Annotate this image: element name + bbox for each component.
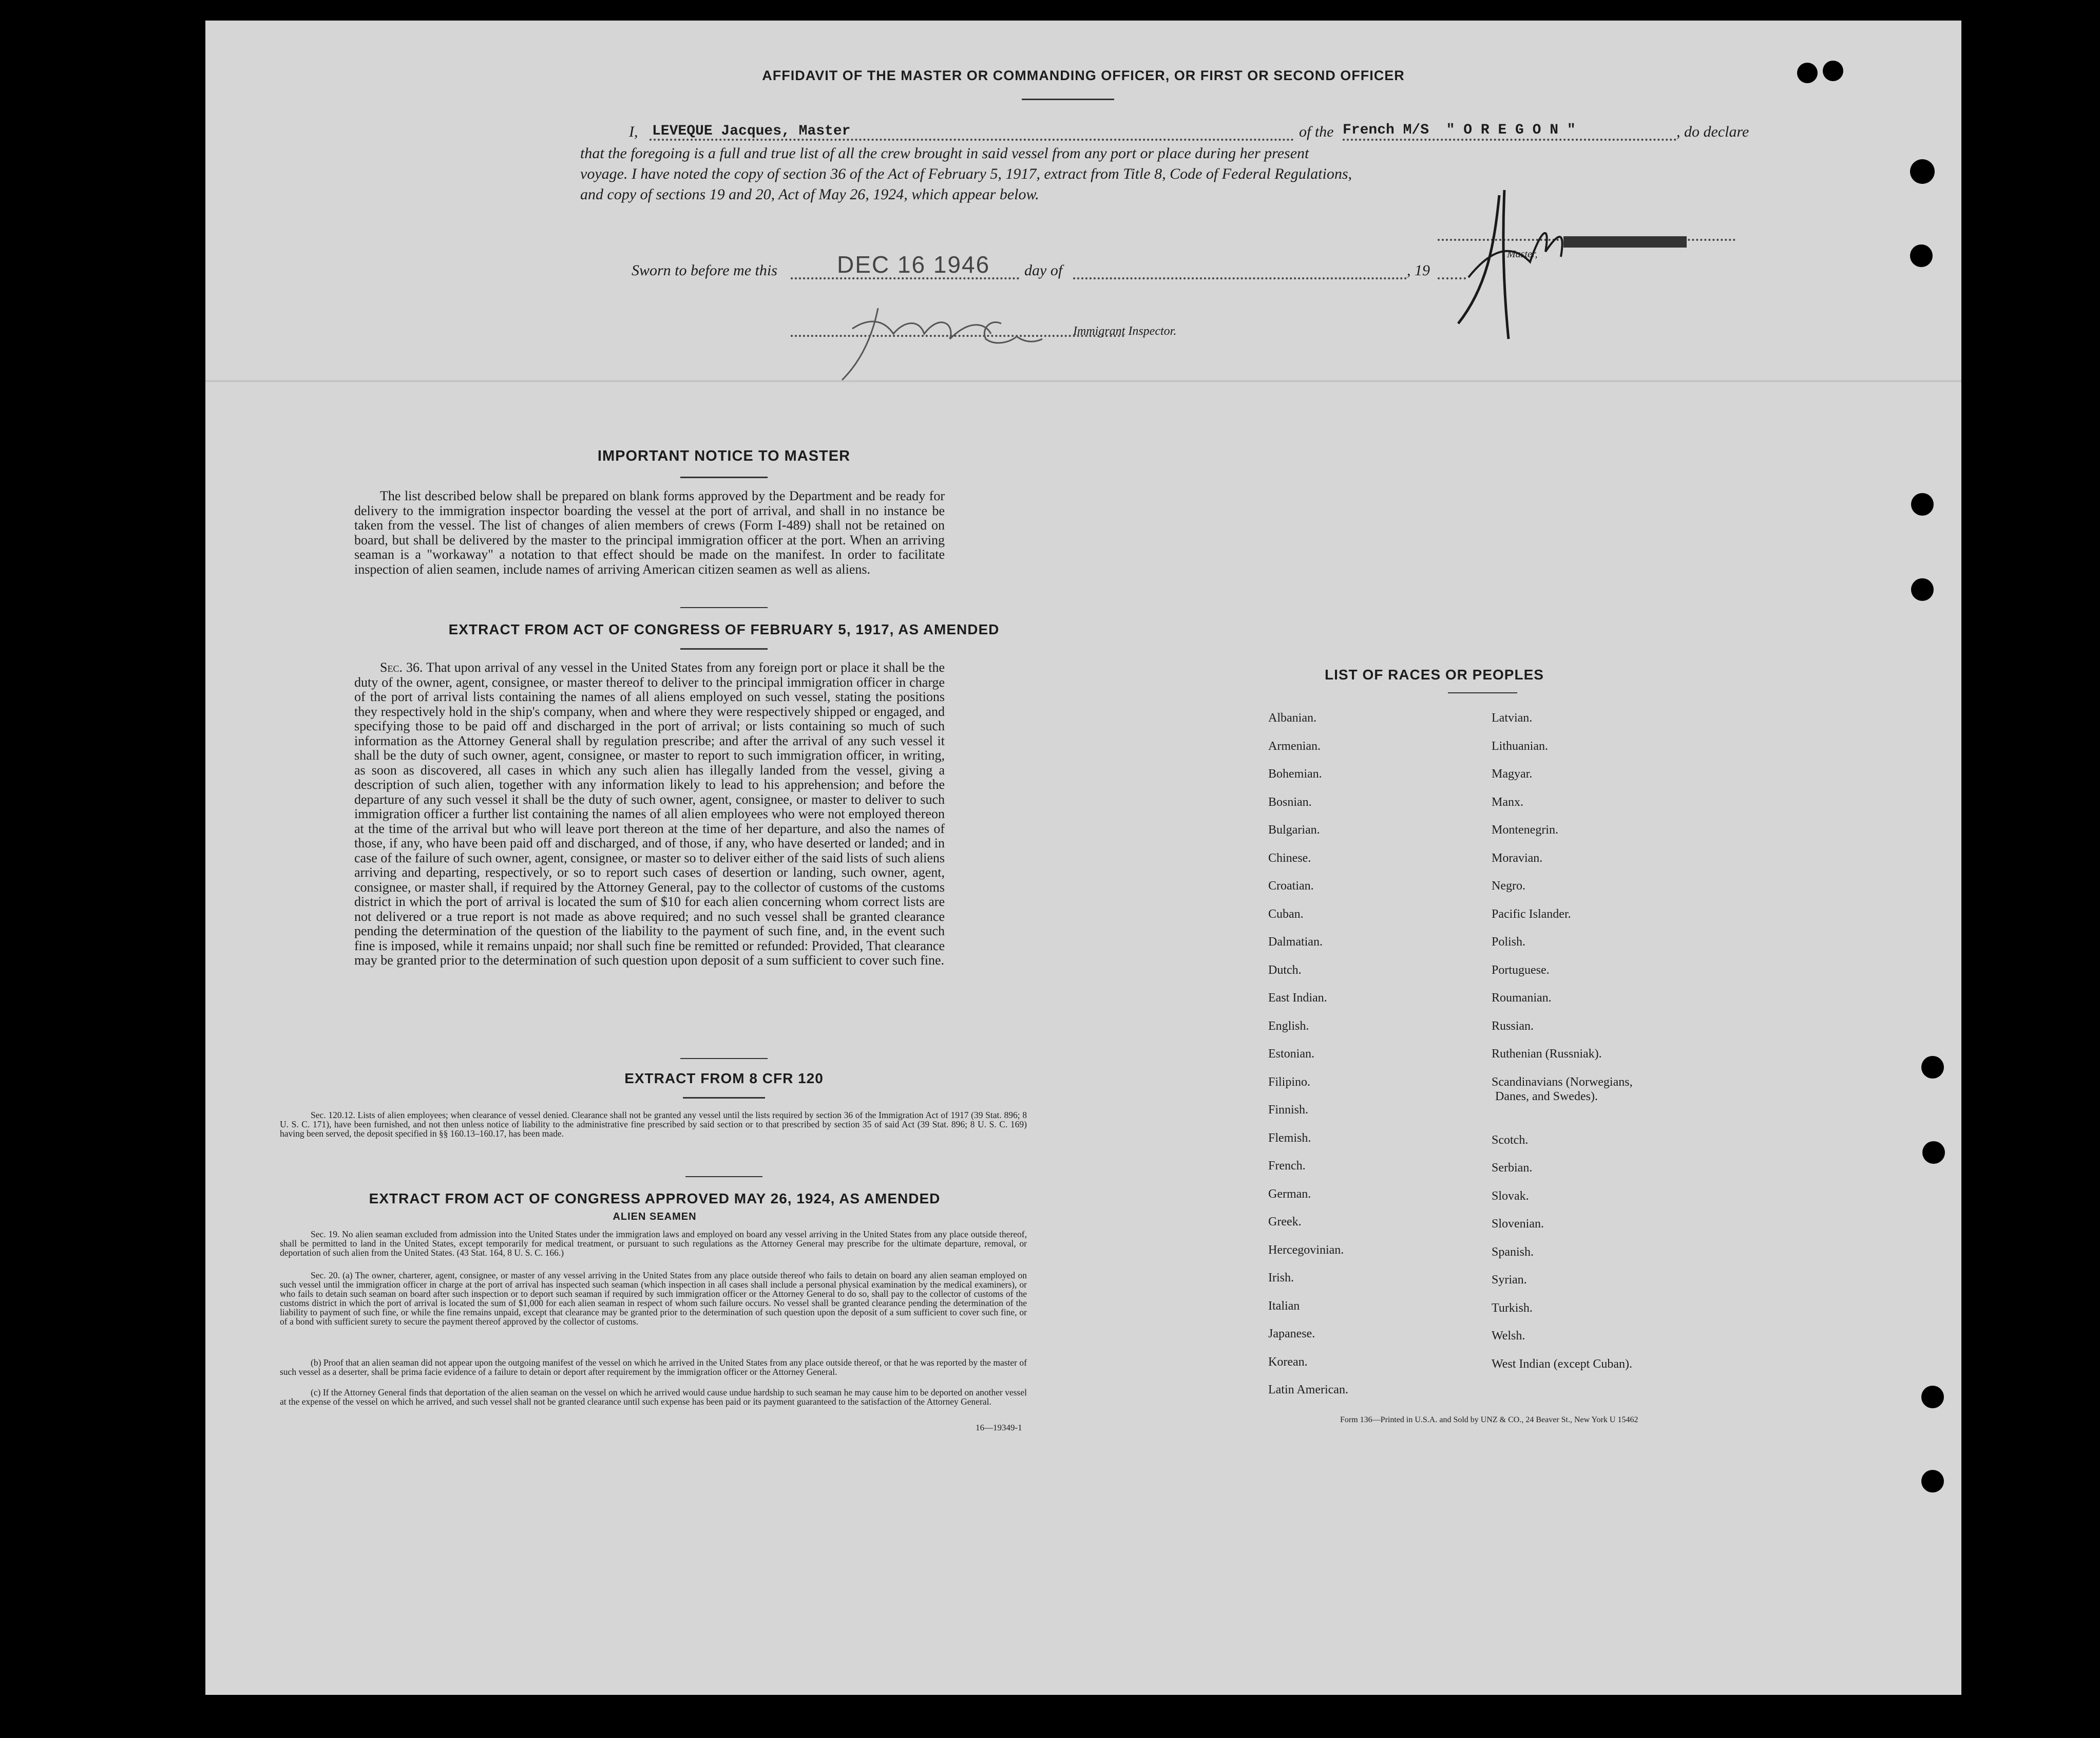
- race-item: Latin American.: [1268, 1383, 1348, 1396]
- race-item: Pacific Islander.: [1492, 907, 1571, 921]
- race-item: Bulgarian.: [1268, 823, 1320, 837]
- master-title: Master,: [1507, 249, 1538, 260]
- punch-hole: [1921, 1056, 1944, 1079]
- sec-20a-text: Sec. 20. (a) The owner, charterer, agent, consignee, or master of any vessel arriving in the United States from any place outside thereof who fails to detain on board any alien seaman employed on such vessel until the immigration officer in charge at the port of arrival has inspected such seaman (which inspection in all cases shall include a personal physical examination by the medical examiners), or who fails to detain such seaman on board after such inspection or to deport such seaman if required by such immigration officer or the Attorney General to do so, shall pay to the collector of customs of the customs district in which the port of arrival is located the sum of $1,000 for each alien seaman in respect of whom such failure occurs. No vessel shall be granted clearance pending the determination of the liability to payment of such fine, or while the fine remains unpaid, except that clearance may be granted prior to the determination of such question upon the deposit of a sum sufficient to cover such fine, or of a bond with sufficient surety to secure the payment thereof approved by the collector of customs.: [280, 1270, 1027, 1327]
- punch-hole: [1910, 159, 1935, 184]
- race-item: Bosnian.: [1268, 795, 1312, 809]
- race-item: Syrian.: [1492, 1273, 1527, 1287]
- notice-text: The list described below shall be prepared on blank forms approved by the Department and be ready for delivery to the immigration inspector boarding the vessel at the port of arrival, and shall in no instance be taken from the vessel. The list of changes of alien members of crews (Form I-489) shall not be retained on board, but shall be delivered by the master to the principal immigration officer at the port. When an arriving seaman is a "workaway" a notation to that effect should be made on the manifest. In order to facilitate inspection of alien seamen, include names of arriving American citizen seamen as well as aliens.: [354, 488, 945, 577]
- race-item: Manx.: [1492, 795, 1523, 809]
- affidavit-line-2: that the foregoing is a full and true list of all the crew brought in said vessel from any port or place during her present: [580, 145, 1309, 162]
- divider: [1022, 99, 1114, 100]
- affidavit-line-3: voyage. I have noted the copy of section 36 of the Act of February 5, 1917, extract from Title 8, Code of Federal Regulations,: [580, 165, 1352, 182]
- sworn-label: Sworn to before me this: [632, 262, 777, 279]
- race-item: English.: [1268, 1019, 1309, 1033]
- notice-heading: IMPORTANT NOTICE TO MASTER: [597, 448, 851, 464]
- printer-note: Form 136—Printed in U.S.A. and Sold by UNZ & CO., 24 Beaver St., New York U 15462: [1340, 1415, 1638, 1424]
- race-item: Montenegrin.: [1492, 823, 1558, 837]
- race-item: Armenian.: [1268, 739, 1321, 753]
- affidavit-i: I,: [629, 123, 638, 140]
- punch-hole: [1921, 1386, 1944, 1408]
- race-item: Portuguese.: [1492, 963, 1550, 977]
- punch-hole: [1911, 493, 1934, 516]
- divider: [683, 1097, 765, 1099]
- divider: [1448, 692, 1517, 693]
- race-item: Roumanian.: [1492, 991, 1552, 1005]
- cfr-heading: EXTRACT FROM 8 CFR 120: [624, 1070, 824, 1086]
- punch-hole: [1911, 578, 1934, 601]
- affidavit-heading: AFFIDAVIT OF THE MASTER OR COMMANDING OFFICER, OR FIRST OR SECOND OFFICER: [762, 68, 1405, 83]
- document-sheet: [205, 21, 1961, 1695]
- divider: [680, 607, 768, 608]
- sec-20c-text: (c) If the Attorney General finds that deportation of the alien seaman on the vessel on which he arrived would cause undue hardship to such seaman he may cause him to be deported on another vessel at the expense of the vessel on which he arrived, and such vessel shall not be granted clearance until such expense has been paid or its payment guaranteed to the satisfaction of the Attorney General.: [280, 1387, 1027, 1407]
- sec-19-text: Sec. 19. No alien seaman excluded from admission into the United States under the immigration laws and employed on board any vessel arriving in the United States from any place outside thereof, shall be permitted to land in the United States, except temporarily for medical treatment, or pursuant to such regulations as the Attorney General may prescribe for the ultimate departure, removal, or deportation of such alien from the United States. (43 Stat. 164, 8 U. S. C. 166.): [280, 1229, 1027, 1258]
- race-item: Albanian.: [1268, 711, 1316, 725]
- race-item: Korean.: [1268, 1355, 1308, 1369]
- race-item: Serbian.: [1492, 1161, 1533, 1175]
- sec-36-text: That upon arrival of any vessel in the United States from any foreign port or place it shall be the duty of the owner, agent, consignee, or master thereof to deliver to the principal immigration officer in charge of the port of arrival lists containing the names of all aliens employed on such vessel, stating the positions they respectively hold in the ship's company, when and where they were respectively shipped or engaged, and specifying those to be paid off and discharged in the port of arrival; or lists containing so much of such information as the Attorney General shall by regulation prescribe; and after the arrival of any such vessel it shall be the duty of such owner, agent, consignee, or master to report to such immigration officer, in writing, as soon as discovered, all cases in which any such alien has illegally landed from the vessel, giving a description of such alien, together with any information likely to lead to his apprehension; and before the departure of any such vessel it shall be the duty of such owner, agent, consignee, or master to deliver to such immigration officer a further list containing the names of all alien employees who were not employed thereon at the time of the arrival but who will leave port thereon at the time of her departure, and also the names of those, if any, who have been paid off and discharged, and of those, if any, who have deserted or landed; and in case of the failure of such owner, agent, consignee, or master so to deliver either of the said lists of such aliens arriving and departing, respectively, or so to report such cases of desertion or landing, such owner, agent, consignee, or master shall, if required by the Attorney General, pay to the collector of customs of the customs district in which the port of arrival is located the sum of $10 for each alien concerning whom correct lists are not delivered or a true report is not made as above required; and no such vessel shall be granted clearance pending the determination of the question of the liability to the payment of such fine, and, in the event such fine is imposed, while it remains unpaid; nor shall such fine be remitted or refunded: Provided, That clearance may be granted prior to the determination of such question upon deposit of a sum sufficient to cover such fine.: [354, 660, 945, 968]
- inspector-label: Immigrant Inspector.: [1073, 325, 1177, 338]
- race-item: Scotch.: [1492, 1133, 1529, 1147]
- divider: [680, 648, 768, 650]
- vessel-line: [1343, 139, 1676, 141]
- race-item: Spanish.: [1492, 1245, 1534, 1259]
- form-number: 16—19349-1: [976, 1423, 1022, 1432]
- race-item: Japanese.: [1268, 1327, 1315, 1340]
- race-item: Flemish.: [1268, 1131, 1311, 1145]
- master-signature: [1438, 185, 1725, 344]
- affidavit-line-4: and copy of sections 19 and 20, Act of May 26, 1924, which appear below.: [580, 186, 1039, 203]
- race-item: Hercegovinian.: [1268, 1243, 1344, 1257]
- race-item: Lithuanian.: [1492, 739, 1548, 753]
- punch-hole: [1921, 1470, 1944, 1493]
- races-heading: LIST OF RACES OR PEOPLES: [1325, 667, 1544, 683]
- race-item: Italian: [1268, 1299, 1300, 1313]
- do-declare-label: , do declare: [1676, 123, 1749, 140]
- race-item: Croatian.: [1268, 879, 1314, 893]
- race-item: East Indian.: [1268, 991, 1327, 1005]
- race-item: Negro.: [1492, 879, 1525, 893]
- divider: [680, 1058, 768, 1059]
- inspector-signature: [822, 298, 1130, 385]
- race-item: Magyar.: [1492, 767, 1533, 781]
- race-item: Estonian.: [1268, 1047, 1314, 1061]
- punch-hole: [1823, 61, 1843, 81]
- race-item: Ruthenian (Russniak).: [1492, 1047, 1602, 1061]
- month-line: [1073, 277, 1407, 279]
- vessel-name: French M/S " O R E G O N ": [1343, 122, 1576, 138]
- race-item: Greek.: [1268, 1215, 1302, 1229]
- race-item: German.: [1268, 1187, 1311, 1201]
- race-item: Slovak.: [1492, 1189, 1529, 1203]
- divider: [685, 1176, 762, 1177]
- race-item: Russian.: [1492, 1019, 1534, 1033]
- punch-hole: [1910, 244, 1933, 267]
- race-item: Danes, and Swedes).: [1495, 1089, 1598, 1103]
- race-item: Dalmatian.: [1268, 935, 1323, 949]
- master-name: LEVEQUE Jacques, Master: [652, 123, 851, 139]
- race-item: Irish.: [1268, 1271, 1294, 1284]
- race-item: Scandinavians (Norwegians,: [1492, 1075, 1633, 1089]
- race-item: Latvian.: [1492, 711, 1533, 725]
- sec-36-label: Sec. 36.: [380, 660, 423, 675]
- date-stamp: DEC 16 1946: [837, 251, 990, 278]
- year-label: , 19: [1407, 262, 1430, 279]
- race-item: West Indian (except Cuban).: [1492, 1357, 1632, 1371]
- punch-hole: [1922, 1141, 1945, 1164]
- race-item: Cuban.: [1268, 907, 1304, 921]
- extract-1917-body: [354, 660, 945, 968]
- extract-1924-heading: EXTRACT FROM ACT OF CONGRESS APPROVED MAY 26, 1924, AS AMENDED: [369, 1191, 941, 1206]
- race-item: Finnish.: [1268, 1103, 1309, 1117]
- race-item: Dutch.: [1268, 963, 1302, 977]
- divider: [680, 477, 768, 478]
- race-item: Filipino.: [1268, 1075, 1311, 1089]
- race-item: Moravian.: [1492, 851, 1543, 865]
- day-of-label: day of: [1024, 262, 1063, 279]
- alien-seamen-subheading: ALIEN SEAMEN: [613, 1211, 697, 1222]
- punch-hole: [1797, 63, 1818, 83]
- extract-1917-heading: EXTRACT FROM ACT OF CONGRESS OF FEBRUARY 5, 1917, AS AMENDED: [448, 621, 1000, 637]
- race-item: Turkish.: [1492, 1301, 1533, 1315]
- sec-20b-text: (b) Proof that an alien seaman did not appear upon the outgoing manifest of the vessel on which he arrived in the United States from any place outside thereof, or that he was reported by the master of such vessel as a deserter, shall be prima facie evidence of a failure to detain or deport after requirement by the immigration officer or the Attorney General.: [280, 1357, 1027, 1377]
- race-item: Slovenian.: [1492, 1217, 1544, 1231]
- race-item: Polish.: [1492, 935, 1526, 949]
- race-item: Chinese.: [1268, 851, 1311, 865]
- race-item: French.: [1268, 1159, 1306, 1173]
- of-the-label: of the: [1299, 123, 1334, 140]
- cfr-text: Sec. 120.12. Lists of alien employees; when clearance of vessel denied. Clearance shall not be granted any vessel until the lists required by section 36 of the Immigration Act of 1917 (39 Stat. 896; 8 U. S. C. 171), have been furnished, and not then unless notice of liability to the administrative fine prescribed by said section or to that prescribed by section 35 of said Act (39 Stat. 896; 8 U. S. C. 169) having been served, the deposit specified in §§ 160.13–160.17, has been made.: [280, 1110, 1027, 1139]
- race-item: Welsh.: [1492, 1329, 1525, 1343]
- race-item: Bohemian.: [1268, 767, 1322, 781]
